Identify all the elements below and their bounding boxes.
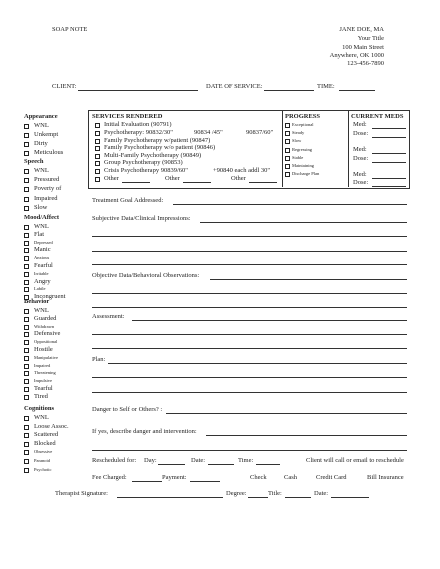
- checkbox[interactable]: [24, 433, 29, 438]
- checkbox[interactable]: [24, 225, 29, 230]
- checklist-label: Impulsive: [34, 378, 52, 384]
- checklist-label: Meticulous: [34, 149, 64, 156]
- time-label: TIME:: [317, 83, 335, 90]
- checklist-label: Dirty: [34, 140, 48, 147]
- progress-item: Stable: [292, 154, 304, 160]
- checklist-label: Slow: [34, 203, 48, 211]
- other-field[interactable]: [249, 182, 277, 183]
- meds-heading: CURRENT MEDS: [351, 113, 404, 120]
- checkbox[interactable]: [95, 139, 100, 144]
- checkbox[interactable]: [24, 459, 29, 464]
- checkbox[interactable]: [95, 177, 100, 182]
- checkbox[interactable]: [24, 272, 29, 277]
- checkbox[interactable]: [24, 197, 29, 202]
- objective-field[interactable]: [210, 279, 407, 280]
- service-item[interactable]: Initial Evaluation (90791): [104, 121, 172, 128]
- subjective-field[interactable]: [200, 222, 407, 223]
- checkbox[interactable]: [95, 131, 100, 136]
- danger-field[interactable]: [166, 413, 407, 414]
- checkbox[interactable]: [285, 123, 290, 128]
- time-field[interactable]: [339, 90, 375, 91]
- checkbox[interactable]: [24, 264, 29, 269]
- checkbox[interactable]: [24, 178, 29, 183]
- checkbox[interactable]: [24, 124, 29, 129]
- checklist-label: WNL: [34, 122, 49, 129]
- checklist-label: Depressed: [34, 239, 53, 245]
- checklist-label: Withdrawn: [34, 323, 55, 329]
- therapist-signature-label: Therapist Signature:: [55, 490, 108, 497]
- danger-describe-field[interactable]: [206, 435, 407, 436]
- checkbox[interactable]: [24, 256, 29, 261]
- objective-label: Objective Data/Behavioral Observations:: [92, 272, 200, 279]
- checkbox[interactable]: [24, 364, 29, 369]
- checkbox[interactable]: [24, 206, 29, 211]
- med-label: Med:: [353, 146, 367, 153]
- checklist-label: WNL: [34, 414, 49, 421]
- checklist-label: Hostile: [34, 346, 53, 353]
- med-field[interactable]: [372, 128, 406, 129]
- other-field[interactable]: [122, 182, 150, 183]
- progress-item: Exceptional: [292, 122, 314, 127]
- resched-time-label: Time:: [238, 457, 254, 464]
- cash-option[interactable]: Cash: [284, 474, 297, 481]
- service-item[interactable]: Family Psychotherapy w/patient (90847): [104, 137, 211, 144]
- payment-label: Payment:: [162, 474, 187, 481]
- cognitions-heading: Cognitions: [24, 405, 54, 412]
- form-title: SOAP NOTE: [52, 26, 88, 33]
- rescheduled-label: Rescheduled for:: [92, 457, 137, 464]
- day-label: Day:: [144, 457, 157, 464]
- checkbox[interactable]: [24, 295, 29, 300]
- degree-field[interactable]: [248, 497, 268, 498]
- checklist-label: Psychotic: [34, 466, 52, 472]
- med-field[interactable]: [372, 153, 406, 154]
- checklist-label: Impaired: [34, 362, 51, 368]
- checklist-label: Angry: [34, 277, 51, 285]
- checkbox[interactable]: [285, 172, 290, 177]
- progress-item: Steady: [292, 130, 305, 136]
- checkbox[interactable]: [285, 156, 290, 161]
- behavior-heading: Behavior: [24, 298, 50, 305]
- date-of-service-field[interactable]: [264, 90, 314, 91]
- checkbox[interactable]: [95, 154, 100, 159]
- checkbox[interactable]: [285, 148, 290, 153]
- resched-date-label: Date:: [191, 457, 206, 464]
- plan-field[interactable]: [108, 363, 407, 364]
- checkbox[interactable]: [95, 123, 100, 128]
- degree-label: Degree:: [226, 490, 247, 497]
- checkbox[interactable]: [24, 371, 29, 376]
- checkbox[interactable]: [24, 187, 29, 192]
- checkbox[interactable]: [24, 169, 29, 174]
- med-label: Med:: [353, 171, 367, 178]
- provider-name: JANE DOE, MA: [339, 26, 384, 33]
- checklist-label: Tearful: [34, 385, 53, 392]
- checkbox[interactable]: [24, 280, 29, 285]
- danger-label: Danger to Self or Others? :: [92, 406, 163, 413]
- plan-label: Plan:: [92, 356, 106, 363]
- med-field[interactable]: [372, 137, 406, 138]
- checklist-label: Flat: [34, 230, 45, 238]
- other-field[interactable]: [183, 182, 211, 183]
- checkbox[interactable]: [285, 131, 290, 136]
- service-item[interactable]: Group Psychotherapy (90853): [104, 159, 183, 166]
- treatment-goal-label: Treatment Goal Addressed:: [92, 197, 164, 204]
- day-field[interactable]: [158, 464, 185, 465]
- resched-time-field[interactable]: [256, 464, 280, 465]
- checkbox[interactable]: [95, 169, 100, 174]
- checkbox[interactable]: [24, 133, 29, 138]
- assessment-label: Assessment:: [92, 313, 125, 320]
- checkbox[interactable]: [24, 450, 29, 455]
- provider-street: 100 Main Street: [342, 44, 384, 51]
- checkbox[interactable]: [24, 332, 29, 337]
- payment-field[interactable]: [190, 481, 220, 482]
- bill-insurance-option[interactable]: Bill Insurance: [367, 474, 404, 481]
- checkbox[interactable]: [24, 142, 29, 147]
- provider-city: Anywhere, OK 1000: [329, 52, 384, 59]
- checkbox[interactable]: [24, 241, 29, 246]
- client-field[interactable]: [78, 90, 198, 91]
- resched-date-field[interactable]: [208, 464, 234, 465]
- mood-heading: Mood/Affect: [24, 214, 60, 221]
- med-field[interactable]: [372, 186, 406, 187]
- med-label: Med:: [353, 121, 367, 128]
- title-label: Title:: [268, 490, 282, 497]
- checklist-label: Blocked: [34, 439, 56, 447]
- checklist-label: Anxious: [34, 255, 50, 261]
- progress-heading: PROGRESS: [285, 113, 321, 120]
- date-of-service-label: DATE OF SERVICE:: [206, 83, 263, 90]
- service-item[interactable]: Psychotherapy: 90832/30": [104, 129, 173, 136]
- checklist-label: Labile: [34, 286, 46, 292]
- checkbox[interactable]: [24, 425, 29, 430]
- checkbox[interactable]: [24, 442, 29, 447]
- med-field[interactable]: [372, 162, 406, 163]
- checkbox[interactable]: [24, 340, 29, 345]
- service-item[interactable]: 90837/60": [246, 129, 274, 136]
- checkbox[interactable]: [24, 395, 29, 400]
- sig-date-label: Date:: [314, 490, 329, 497]
- checklist-label: Paranoid: [34, 458, 50, 463]
- credit-card-option[interactable]: Credit Card: [316, 474, 347, 481]
- service-item[interactable]: Family Psychotherapy w/o patient (90846): [104, 144, 216, 151]
- checklist-label: Unkempt: [34, 131, 59, 138]
- checklist-label: Poverty of: [34, 185, 62, 193]
- checkbox[interactable]: [24, 248, 29, 253]
- client-label: CLIENT:: [52, 83, 77, 90]
- checkbox[interactable]: [24, 348, 29, 353]
- treatment-goal-field[interactable]: [173, 204, 407, 205]
- checklist-label: Pressured: [34, 176, 60, 184]
- checklist-label: Threatening: [34, 370, 56, 376]
- checklist-label: Impaired: [34, 194, 58, 202]
- appearance-heading: Appearance: [24, 113, 58, 120]
- checkbox[interactable]: [24, 379, 29, 384]
- checkbox[interactable]: [24, 387, 29, 392]
- assessment-field[interactable]: [132, 320, 407, 321]
- service-item[interactable]: 90834 /45": [194, 129, 223, 136]
- progress-item: Maintaining: [292, 163, 314, 168]
- service-item[interactable]: +90840 each addl 30": [213, 167, 271, 174]
- checklist-label: Incongruent: [34, 293, 66, 301]
- checklist-label: WNL: [34, 223, 49, 230]
- client-will-call-text: Client will call or email to reschedule: [306, 457, 404, 464]
- checkbox[interactable]: [95, 161, 100, 166]
- services-heading: SERVICES RENDERED: [92, 113, 163, 120]
- service-item[interactable]: Other: [165, 175, 180, 182]
- check-option[interactable]: Check: [250, 474, 267, 481]
- checklist-label: Fearful: [34, 262, 53, 269]
- fee-charged-field[interactable]: [132, 481, 162, 482]
- checklist-label: Loose Assoc.: [34, 422, 69, 430]
- checklist-label: Oppositional: [34, 339, 58, 345]
- checklist-label: Manipulative: [34, 354, 58, 360]
- title-field[interactable]: [285, 497, 311, 498]
- checklist-label: Guarded: [34, 314, 57, 322]
- speech-heading: Speech: [24, 158, 44, 165]
- danger-describe-label: If yes, describe danger and intervention:: [92, 428, 197, 435]
- med-label: Dose:: [353, 155, 369, 162]
- checklist-label: Defensive: [34, 330, 61, 338]
- checkbox[interactable]: [285, 139, 290, 144]
- provider-title: Your Title: [357, 35, 384, 42]
- sig-date-field[interactable]: [331, 497, 369, 498]
- checkbox[interactable]: [24, 233, 29, 238]
- checklist-label: Tired: [34, 392, 48, 400]
- checklist-label: Irritable: [34, 270, 49, 276]
- therapist-signature-field[interactable]: [117, 497, 223, 498]
- progress-item: Regressing: [292, 146, 312, 152]
- checkbox[interactable]: [24, 325, 29, 330]
- checkbox[interactable]: [285, 164, 290, 169]
- checkbox[interactable]: [24, 317, 29, 322]
- checklist-label: Obsessive: [34, 449, 53, 455]
- service-item[interactable]: Crisis Psychotherapy 90839/60": [104, 167, 188, 174]
- service-item[interactable]: Other: [231, 175, 246, 182]
- provider-phone: 123-456-7890: [347, 60, 384, 67]
- checkbox[interactable]: [24, 151, 29, 156]
- subjective-label: Subjective Data/Clinical Impressions:: [92, 215, 191, 222]
- checkbox[interactable]: [24, 468, 29, 473]
- fee-charged-label: Fee Charged:: [92, 474, 127, 481]
- progress-item: Slow: [292, 138, 302, 144]
- checklist-label: WNL: [34, 307, 49, 314]
- checkbox[interactable]: [24, 287, 29, 292]
- checklist-label: Scattered: [34, 431, 59, 439]
- checkbox[interactable]: [24, 356, 29, 361]
- progress-item: Discharge Plan: [292, 171, 320, 177]
- service-item[interactable]: Other: [104, 175, 119, 182]
- checkbox[interactable]: [24, 309, 29, 314]
- checklist-label: Manic: [34, 246, 51, 254]
- med-label: Dose:: [353, 130, 369, 137]
- service-item[interactable]: Multi-Family Psychotherapy (90849): [104, 152, 202, 159]
- med-label: Dose:: [353, 179, 369, 186]
- checkbox[interactable]: [95, 146, 100, 151]
- checkbox[interactable]: [24, 416, 29, 421]
- med-field[interactable]: [372, 178, 406, 179]
- checklist-label: WNL: [34, 167, 49, 174]
